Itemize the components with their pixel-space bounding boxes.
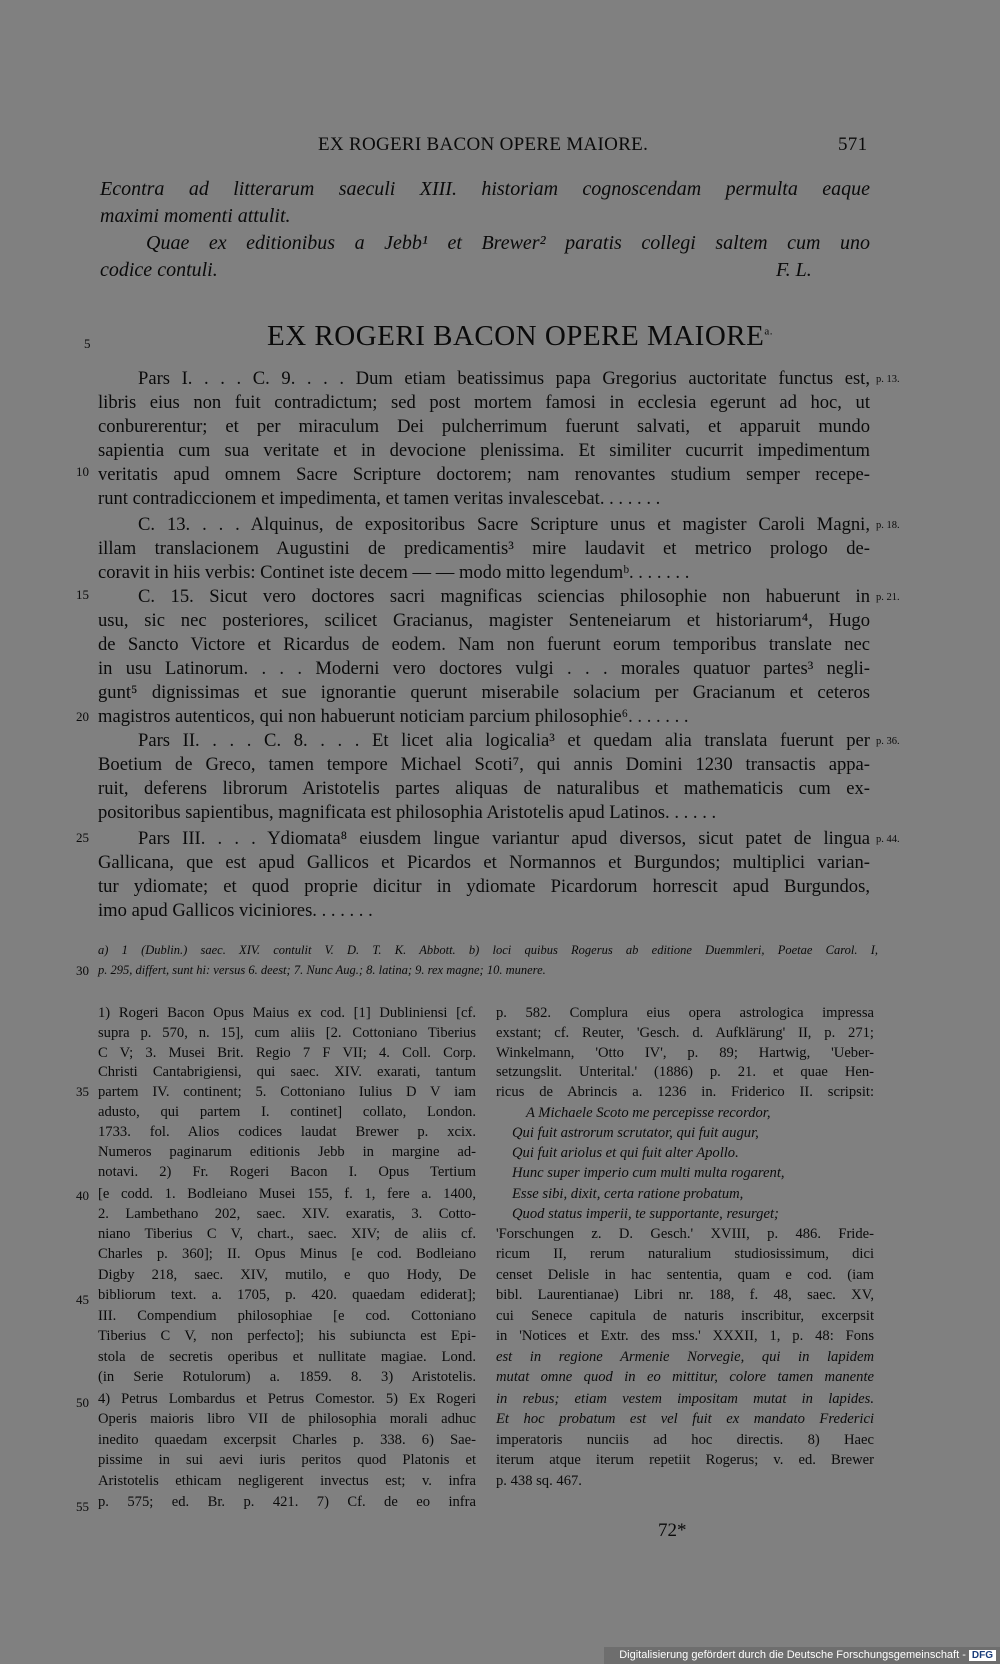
line-number: 15: [76, 587, 89, 602]
note-line: III. Compendium philosophiae [e cod. Cottoniano: [98, 1308, 476, 1324]
note-line: Digby 218, saec. XIV, mutilo, e quo Hody, De: [98, 1267, 476, 1283]
note-line: 2. Lambethano 202, saec. XIV. exaratis, 3. Cotto-: [98, 1206, 476, 1222]
note-line: adusto, qui partem I. continet] collato, London.: [98, 1104, 476, 1120]
text-line: tur ydiomate; et quod proprie dicitur in ydiomate Picardorum horrescit apud Burgundos,: [98, 876, 870, 897]
line-number: 35: [76, 1084, 89, 1099]
main-title-footnote-mark: a.: [764, 325, 773, 338]
text-line: positoribus sapientibus, magnificata est philosophia Aristotelis apud Latinos. . . . . .: [98, 802, 717, 823]
text-line: libris eius non fuit contradictum; sed post mortem famosi in ecclesia egerunt ad hoc, ut: [98, 392, 870, 413]
note-line: Operis maioris libro VII de philosophia morali adhuc: [98, 1411, 476, 1427]
note-line: niano Tiberius C V, chart., saec. XIV; de aliis cf.: [98, 1226, 476, 1242]
note-line: p. 438 sq. 467.: [496, 1473, 582, 1489]
text-line: ruit, deferens librorum Aristotelis partes aliquas de naturalibus et mathematicis cum ex-: [98, 778, 870, 799]
text-line: runt contradiccionem et impedimenta, et tamen veritas invalescebat. . . . . . .: [98, 488, 661, 509]
note-line: Numeros paginarum editionis Jebb in margine ad-: [98, 1144, 476, 1160]
text-line: veritatis apud omnem Sacre Scripture doctorem; nam renovantes studium semper recepe-: [98, 464, 870, 485]
note-line: ricum II, rerum naturalium studiosissimum, dici: [496, 1246, 874, 1262]
text-line: Pars II. . . . C. 8. . . . Et licet alia logicalia³ et quedam alia translata fuerunt per: [138, 730, 870, 751]
line-number: 10: [76, 464, 89, 479]
margin-page-ref: p. 36.: [876, 736, 900, 747]
margin-page-ref: p. 21.: [876, 592, 900, 603]
line-number: 25: [76, 830, 89, 845]
text-line: Boetium de Greco, tamen tempore Michael Scoti⁷, qui annis Domini 1230 transactis appa-: [98, 754, 870, 775]
note-line: p. 575; ed. Br. p. 421. 7) Cf. de eo infra: [98, 1494, 476, 1510]
digitization-credit-text: Digitalisierung gefördert durch die Deutsche Forschungsgemeinschaft -: [619, 1649, 966, 1661]
margin-page-ref: p. 13.: [876, 374, 900, 385]
apparatus-line: a) 1 (Dublin.) saec. XIV. contulit V. D. T. K. Abbott. b) loci quibus Rogerus ab editione Duemmleri, Poetae Carol. I,: [98, 943, 878, 957]
note-line: C V; 3. Musei Brit. Regio 7 F VII; 4. Coll. Corp.: [98, 1045, 476, 1061]
note-line: Charles p. 360]; II. Opus Minus [e cod. Bodleiano: [98, 1246, 476, 1262]
intro-line: Econtra ad litterarum saeculi XIII. historiam cognoscendam permulta eaque: [100, 178, 870, 200]
note-line: ricus de Abrincis a. 1236 in. Friderico II. scripsit:: [496, 1084, 874, 1100]
text-line: in usu Latinorum. . . . Moderni vero doctores vulgi . . . morales quatuor partes³ negli-: [98, 658, 870, 679]
note-line: Winkelmann, 'Otto IV', p. 89; Hartwig, 'Ueber-: [496, 1045, 874, 1061]
line-number: 5: [84, 336, 91, 351]
main-title-text: EX ROGERI BACON OPERE MAIORE: [267, 320, 765, 352]
note-line: p. 582. Complura eius opera astrologica impressa: [496, 1005, 874, 1021]
intro-line-text: codice contuli.: [100, 259, 218, 281]
line-number: 40: [76, 1188, 89, 1203]
note-line: supra p. 570, n. 15], cum aliis [2. Cottoniano Tiberius: [98, 1025, 476, 1041]
note-line: in rebus; etiam vestem impositam mutat in lapides.: [496, 1391, 874, 1407]
note-line: 4) Petrus Lombardus et Petrus Comestor. 5) Ex Rogeri: [98, 1391, 476, 1407]
note-line: censet Delisle in hac sententia, quam e cod. (iam: [496, 1267, 874, 1283]
apparatus-line: p. 295, differt, sunt hi: versus 6. deest; 7. Nunc Aug.; 8. latina; 9. rex magne; 10. munere.: [98, 963, 546, 977]
note-line: notavi. 2) Fr. Rogeri Bacon I. Opus Tertium: [98, 1164, 476, 1180]
note-line: setzungslit. Unterital.' (1886) p. 21. et quae Hen-: [496, 1064, 874, 1080]
note-line: bibliorum text. a. 1705, p. 420. quaedam ediderat];: [98, 1287, 476, 1303]
text-line: gunt⁵ dignissimas et sue ignorantie querunt miserabile solacium per Gracianum et ceteros: [98, 682, 870, 703]
note-line: Aristotelis ethicam negligerent invectus est; v. infra: [98, 1473, 476, 1489]
note-line: stola de secretis operibus et nullitate magiae. Lond.: [98, 1349, 476, 1365]
digitization-credit-bar: [604, 1647, 1000, 1664]
text-line: C. 15. Sicut vero doctores sacri magnificas sciencias philosophie non habuerunt in: [138, 586, 870, 607]
margin-page-ref: p. 44.: [876, 834, 900, 845]
verse-line: Esse sibi, dixit, certa ratione probatum,: [512, 1186, 744, 1202]
note-line: mutat omne quod in eo mittitur, colore tamen manente: [496, 1369, 874, 1385]
margin-page-ref: p. 18.: [876, 520, 900, 531]
note-line: (in Serie Rotulorum) a. 1859. 8. 3) Aristotelis.: [98, 1369, 476, 1385]
note-line: Christi Cantabrigiensi, qui saec. XIV. exarati, tantum: [98, 1064, 476, 1080]
main-title: [0, 320, 1000, 353]
intro-line: [100, 257, 870, 284]
note-line: partem IV. continent; 5. Cottoniano Iulius D V iam: [98, 1084, 476, 1100]
text-line: Pars I. . . . C. 9. . . . Dum etiam beatissimus papa Gregorius auctoritate functus est,: [138, 368, 870, 389]
note-line: bibl. Laurentianae) Libri nr. 188, f. 48, saec. XV,: [496, 1287, 874, 1303]
note-line: exstant; cf. Reuter, 'Gesch. d. Aufklärung' II, p. 271;: [496, 1025, 874, 1041]
intro-paragraph: [100, 176, 870, 284]
text-line: usu, sic nec posteriores, scilicet Gracianus, magister Senteneiarum et historiarum⁴, Hugo: [98, 610, 870, 631]
text-line: imo apud Gallicos viciniores. . . . . . .: [98, 900, 373, 921]
note-line: Tiberius C V, non perfecto]; his subiuncta est Epi-: [98, 1328, 476, 1344]
page-number: 571: [838, 134, 868, 155]
dfg-logo: DFG: [969, 1650, 996, 1661]
text-line: magistros autenticos, qui non habuerunt noticiam parcium philosophie⁶. . . . . . .: [98, 706, 689, 727]
note-line: Et hoc probatum est vel fuit ex mandato Frederici: [496, 1411, 874, 1427]
note-line: est in regione Armenie Norvegie, qui in lapidem: [496, 1349, 874, 1365]
text-line: sapientia cum sua veritate et in devocione plenissima. Et similiter cucurrit impedimentum: [98, 440, 870, 461]
line-number: 55: [76, 1499, 89, 1514]
verse-line: Hunc super imperio cum multi multa rogarent,: [512, 1165, 785, 1181]
note-line: iterum atque iterum repetiit Rogerus; v. ed. Brewer: [496, 1452, 874, 1468]
verse-line: A Michaele Scoto me percepisse recordor,: [526, 1105, 771, 1121]
verse-line: Qui fuit astrorum scrutator, qui fuit augur,: [512, 1125, 759, 1141]
text-line: conburerentur; et per miraculum Dei pulcherrimum fuerunt salvati, et apparuit mundo: [98, 416, 870, 437]
note-line: 1733. fol. Alios codices laudat Brewer p. xcix.: [98, 1124, 476, 1140]
note-line: pissime in sui aevi iuris peritos quod Platonis et: [98, 1452, 476, 1468]
verse-line: Quod status imperii, te supportante, resurget;: [512, 1206, 779, 1222]
note-line: [e codd. 1. Bodleiano Musei 155, f. 1, fere a. 1400,: [98, 1186, 476, 1202]
text-line: de Sancto Victore et Ricardus de eodem. Nam non fuerunt eorum temporibus translate nec: [98, 634, 870, 655]
note-line: 1) Rogeri Bacon Opus Maius ex cod. [1] Dubliniensi [cf.: [98, 1005, 476, 1021]
line-number: 30: [76, 963, 89, 978]
signature-mark: 72*: [658, 1520, 687, 1541]
line-number: 45: [76, 1292, 89, 1307]
intro-signature: F. L.: [776, 259, 812, 281]
note-line: 'Forschungen z. D. Gesch.' XVIII, p. 486. Fride-: [496, 1226, 874, 1242]
text-line: illam translacionem Augustini de predicamentis³ mire laudavit et metrico prologo de-: [98, 538, 870, 559]
note-line: inedito quaedam excerpsit Charles p. 338. 6) Sae-: [98, 1432, 476, 1448]
verse-line: Qui fuit ariolus et qui fuit alter Apollo.: [512, 1145, 739, 1161]
text-line: Pars III. . . . Ydiomata⁸ eiusdem lingue variantur apud diversos, sicut patet de lingua: [138, 828, 870, 849]
text-line: Gallicana, que est apud Gallicos et Picardos et Normannos et Burgundos; multiplici varian-: [98, 852, 870, 873]
note-line: in 'Notices et Extr. des mss.' XXXII, 1, p. 48: Fons: [496, 1328, 874, 1344]
line-number: 50: [76, 1395, 89, 1410]
text-line: C. 13. . . . Alquinus, de expositoribus Sacre Scripture unus et magister Caroli Magni,: [138, 514, 870, 535]
line-number: 20: [76, 709, 89, 724]
running-header-title: EX ROGERI BACON OPERE MAIORE.: [318, 134, 649, 155]
intro-line: maximi momenti attulit.: [100, 205, 291, 227]
note-line: cui Senece capitula de naturis inscribitur, excerpsit: [496, 1308, 874, 1324]
note-line: imperatoris nunciis ad hoc directis. 8) Haec: [496, 1432, 874, 1448]
intro-line: Quae ex editionibus a Jebb¹ et Brewer² paratis collegi saltem cum uno: [146, 232, 870, 254]
text-line: coravit in hiis verbis: Continet iste decem — — modo mitto legendumᵇ. . . . . . .: [98, 562, 690, 583]
